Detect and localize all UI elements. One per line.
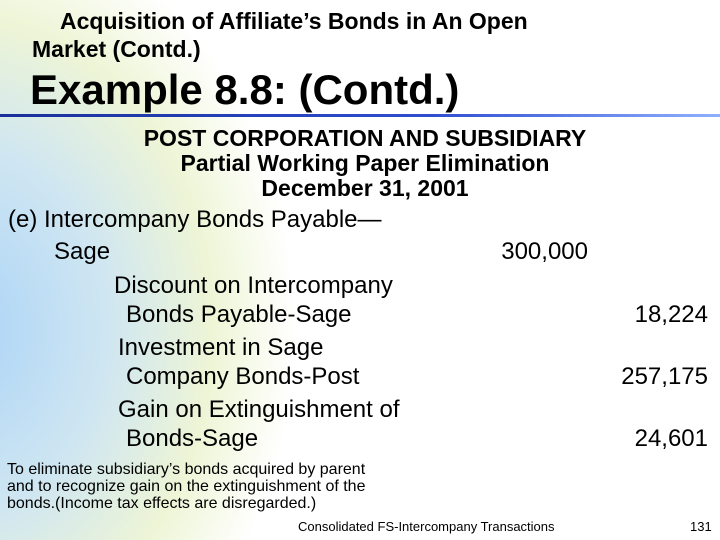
credit1-amount: 18,224 bbox=[634, 301, 708, 328]
credit1-account-line1: Discount on Intercompany bbox=[114, 272, 393, 299]
page-number: 131 bbox=[690, 519, 712, 534]
explanation-line3: bonds.(Income tax effects are disregarded.) bbox=[7, 495, 317, 512]
credit3-account-line1: Gain on Extinguishment of bbox=[118, 396, 400, 423]
credit1-account-line2: Bonds Payable-Sage bbox=[126, 301, 352, 328]
working-paper-date: December 31, 2001 bbox=[261, 175, 469, 201]
working-paper-name: Partial Working Paper Elimination bbox=[180, 150, 550, 176]
working-paper-company: POST CORPORATION AND SUBSIDIARY bbox=[143, 125, 587, 151]
explanation-line2: and to recognize gain on the extinguishment of the bbox=[7, 478, 366, 495]
debit-account-line1: (e) Intercompany Bonds Payable— bbox=[8, 206, 382, 233]
slide-subheading-line2: Market (Contd.) bbox=[32, 36, 201, 62]
credit3-account-line2: Bonds-Sage bbox=[126, 425, 259, 452]
credit3-amount: 24,601 bbox=[634, 425, 708, 452]
explanation-line1: To eliminate subsidiary’s bonds acquired by parent bbox=[7, 461, 366, 478]
credit2-amount: 257,175 bbox=[621, 363, 708, 390]
debit-account-line2: Sage bbox=[54, 238, 111, 265]
title-divider bbox=[0, 114, 720, 117]
slide-title: Example 8.8: (Contd.) bbox=[30, 66, 460, 113]
footer-caption: Consolidated FS-Intercompany Transactions bbox=[298, 519, 555, 534]
debit-amount: 300,000 bbox=[501, 238, 588, 265]
credit2-account-line2: Company Bonds-Post bbox=[126, 363, 360, 390]
credit2-account-line1: Investment in Sage bbox=[118, 334, 324, 361]
slide-subheading-line1: Acquisition of Affiliate’s Bonds in An Open bbox=[60, 8, 528, 34]
